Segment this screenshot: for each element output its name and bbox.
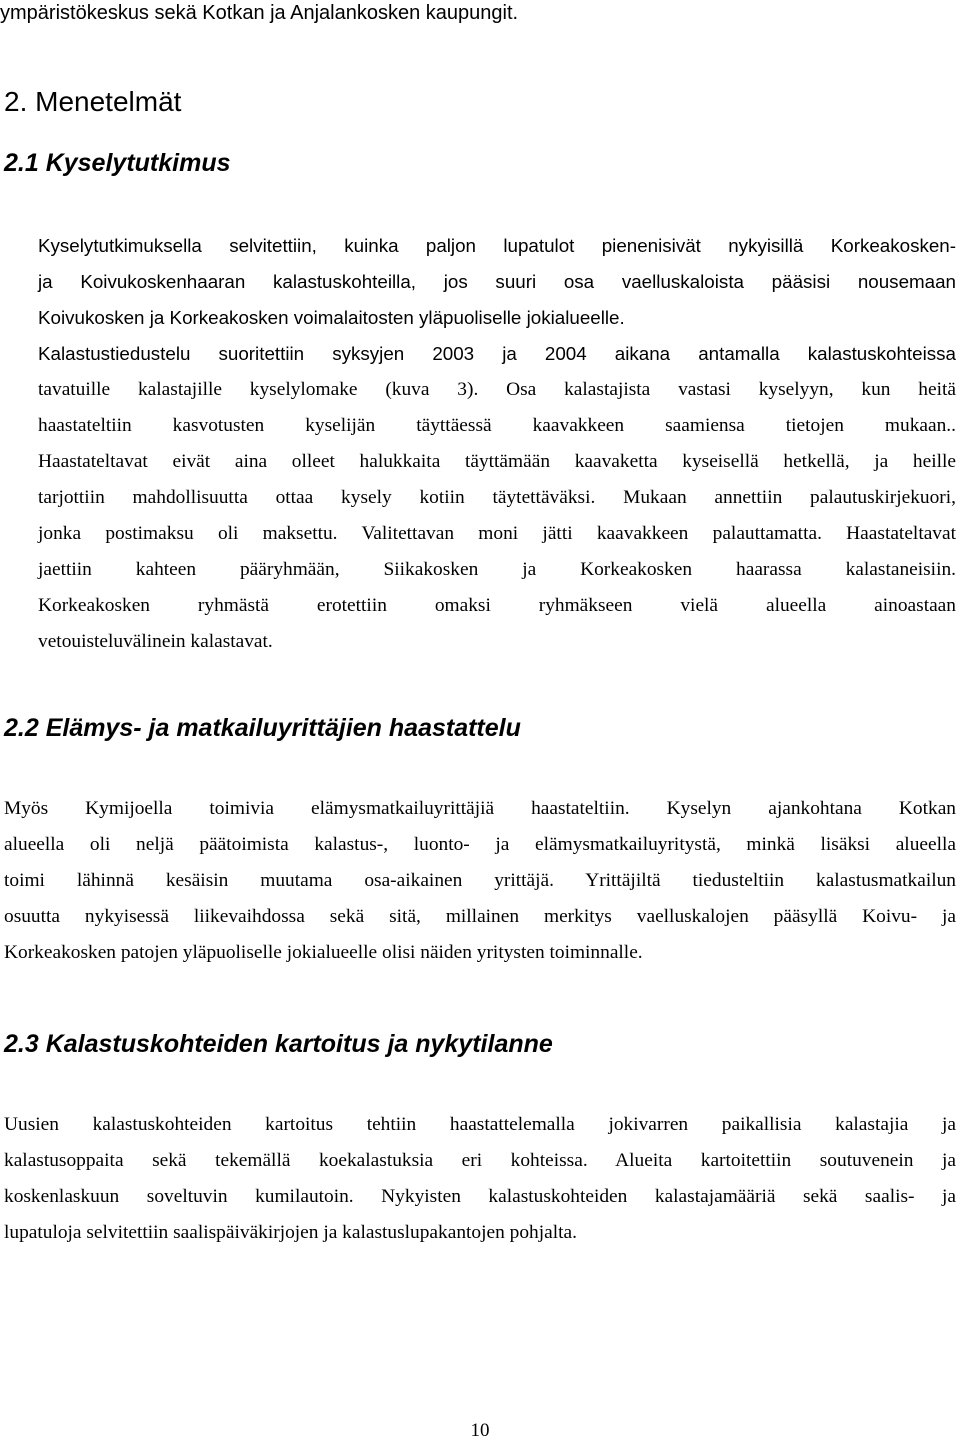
text-line: Korkeakosken patojen yläpuoliselle jokialueelle olisi näiden yritysten toiminnalle.	[4, 942, 643, 963]
top-text-fragment: ympäristökeskus sekä Kotkan ja Anjalankosken kaupungit.	[0, 2, 519, 24]
text-line: Korkeakosken ryhmästä erotettiin omaksi ryhmäkseen vielä alueella ainoastaan	[38, 595, 956, 616]
text-line: vetouisteluvälinein kalastavat.	[38, 631, 273, 652]
text-line: toimi lähinnä kesäisin muutama osa-aikainen yrittäjä. Yrittäjiltä tiedusteltiin kalastusmatkailun	[4, 870, 956, 891]
text-line: Kyselytutkimuksella selvitettiin, kuinka paljon lupatulot pienenisivät nykyisillä Korkeakosken-	[38, 235, 956, 256]
heading-kyselytutkimus: 2.1 Kyselytutkimus	[4, 149, 231, 177]
text-line: ja Koivukoskenhaaran kalastuskohteilla, jos suuri osa vaelluskaloista pääsisi nousemaan	[38, 271, 956, 292]
heading-elamys-matkailuyrittajat: 2.2 Elämys- ja matkailuyrittäjien haastattelu	[4, 714, 521, 742]
text-line: osuutta nykyisessä liikevaihdossa sekä sitä, millainen merkitys vaelluskalojen pääsyllä Koivu- ja	[4, 906, 956, 927]
text-line: Myös Kymijoella toimivia elämysmatkailuyrittäjiä haastateltiin. Kyselyn ajankohtana Kotkan	[4, 798, 956, 819]
text-line: kalastusoppaita sekä tekemällä koekalastuksia eri kohteissa. Alueita kartoitettiin soutuvenein ja	[4, 1150, 956, 1171]
text-line: jonka postimaksu oli maksettu. Valitettavan moni jätti kaavakkeen palauttamatta. Haastateltavat	[38, 523, 956, 544]
text-line: Koivukosken ja Korkeakosken voimalaitosten yläpuoliselle jokialueelle.	[38, 307, 625, 328]
text-line: Haastateltavat eivät aina olleet halukkaita täyttämään kaavaketta kyseisellä hetkellä, ja heille	[38, 451, 956, 472]
text-line: tarjottiin mahdollisuutta ottaa kysely kotiin täytettäväksi. Mukaan annettiin palautuskirjekuori,	[38, 487, 956, 508]
text-line: Kalastustiedustelu suoritettiin syksyjen 2003 ja 2004 aikana antamalla kalastuskohteissa	[38, 343, 956, 364]
page-number: 10	[470, 1420, 490, 1441]
paragraph-kartoitus	[4, 1107, 956, 1251]
text-line: tavatuille kalastajille kyselylomake (kuva 3). Osa kalastajista vastasi kyselyyn, kun heitä	[38, 379, 956, 400]
text-line: haastateltiin kasvotusten kyselijän täyttäessä kaavakkeen saamiensa tietojen mukaan..	[38, 415, 956, 436]
text-line: lupatuloja selvitettiin saalispäiväkirjojen ja kalastuslupakantojen pohjalta.	[4, 1222, 577, 1243]
text-line: Uusien kalastuskohteiden kartoitus tehtiin haastattelemalla jokivarren paikallisia kalastajia ja	[4, 1114, 956, 1135]
text-line: jaettiin kahteen pääryhmään, Siikakosken ja Korkeakosken haarassa kalastaneisiin.	[38, 559, 956, 580]
heading-menetelmat: 2. Menetelmät	[4, 86, 182, 117]
heading-kalastuskohteiden-kartoitus: 2.3 Kalastuskohteiden kartoitus ja nykytilanne	[4, 1030, 553, 1058]
paragraph-kyselytutkimus	[38, 228, 956, 660]
text-line: alueella oli neljä päätoimista kalastus-, luonto- ja elämysmatkailuyritystä, minkä lisäksi alueella	[4, 834, 956, 855]
text-line: koskenlaskuun soveltuvin kumilautoin. Nykyisten kalastuskohteiden kalastajamääriä sekä saalis- ja	[4, 1186, 956, 1207]
paragraph-haastattelu	[4, 791, 956, 971]
